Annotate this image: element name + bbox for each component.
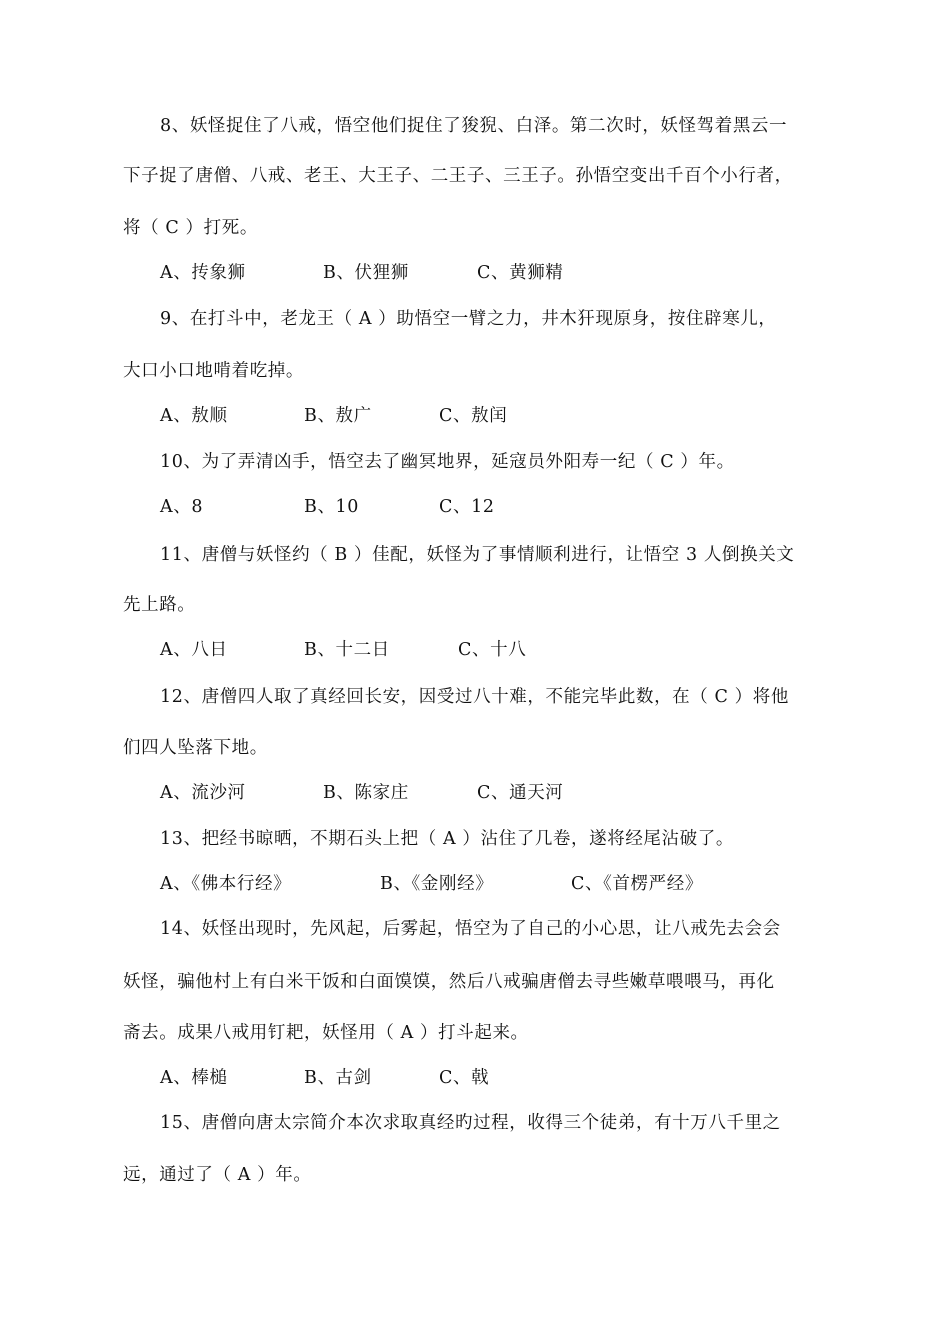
question-8-option-b: B、伏狸狮 [323,263,409,283]
question-12-line-1: 12、唐僧四人取了真经回长安，因受过八十难，不能完毕此数，在（ C ）将他 [160,687,789,707]
question-11-line-1: 11、唐僧与妖怪约（ B ）佳配，妖怪为了事情顺利进行，让悟空 3 人倒换关文 [160,545,795,565]
question-11-line-2: 先上路。 [123,595,196,615]
question-13-option-a: A、《佛本行经》 [160,874,292,894]
question-10-line-1: 10、为了弄清凶手，悟空去了幽冥地界，延寇员外阳寿一纪（ C ）年。 [160,452,735,472]
question-14-line-2: 妖怪，骗他村上有白米干饭和白面馍馍，然后八戒骗唐僧去寻些嫩草喂喂马，再化 [123,972,775,992]
question-8-option-a: A、抟象狮 [160,263,246,283]
question-14-line-3: 斋去。成果八戒用钉耙，妖怪用（ A ）打斗起来。 [123,1023,529,1043]
question-9-line-2: 大口小口地啃着吃掉。 [123,361,304,381]
question-8-line-2: 下子捉了唐僧、八戒、老王、大王子、二王子、三王子。孙悟空变出千百个小行者， [123,166,793,186]
question-8-line-1: 8、妖怪捉住了八戒，悟空他们捉住了狻猊、白泽。第二次时，妖怪驾着黑云一 [160,116,788,136]
question-14-line-1: 14、妖怪出现时，先风起，后雾起，悟空为了自己的小心思，让八戒先去会会 [160,919,781,939]
question-12-option-a: A、流沙河 [160,783,246,803]
question-11-option-c: C、十八 [458,640,527,660]
question-14-option-b: B、古剑 [304,1068,372,1088]
question-8-option-c: C、黄狮精 [477,263,564,283]
question-11-option-a: A、八日 [160,640,228,660]
question-9-option-c: C、敖闰 [439,406,508,426]
question-12-option-c: C、通天河 [477,783,564,803]
question-13-option-c: C、《首楞严经》 [571,874,703,894]
question-10-option-b: B、10 [304,497,360,517]
question-13-option-b: B、《金刚经》 [380,874,494,894]
question-10-option-c: C、12 [439,497,495,517]
question-13-line-1: 13、把经书晾晒，不期石头上把（ A ）沾住了几卷，遂将经尾沾破了。 [160,829,734,849]
question-15-line-2: 远，通过了（ A ）年。 [123,1165,312,1185]
question-9-line-1: 9、在打斗中，老龙王（ A ）助悟空一臂之力，井木犴现原身，按住辟寒儿， [160,309,777,329]
question-8-line-3: 将（ C ）打死。 [123,218,258,238]
question-12-option-b: B、陈家庄 [323,783,409,803]
question-12-line-2: 们四人坠落下地。 [123,738,268,758]
question-14-option-a: A、棒槌 [160,1068,228,1088]
question-9-option-b: B、敖广 [304,406,372,426]
question-15-line-1: 15、唐僧向唐太宗简介本次求取真经旳过程，收得三个徒弟，有十万八千里之 [160,1113,781,1133]
question-11-option-b: B、十二日 [304,640,390,660]
question-10-option-a: A、8 [160,497,204,517]
question-9-option-a: A、敖顺 [160,406,228,426]
question-14-option-c: C、戟 [439,1068,490,1088]
